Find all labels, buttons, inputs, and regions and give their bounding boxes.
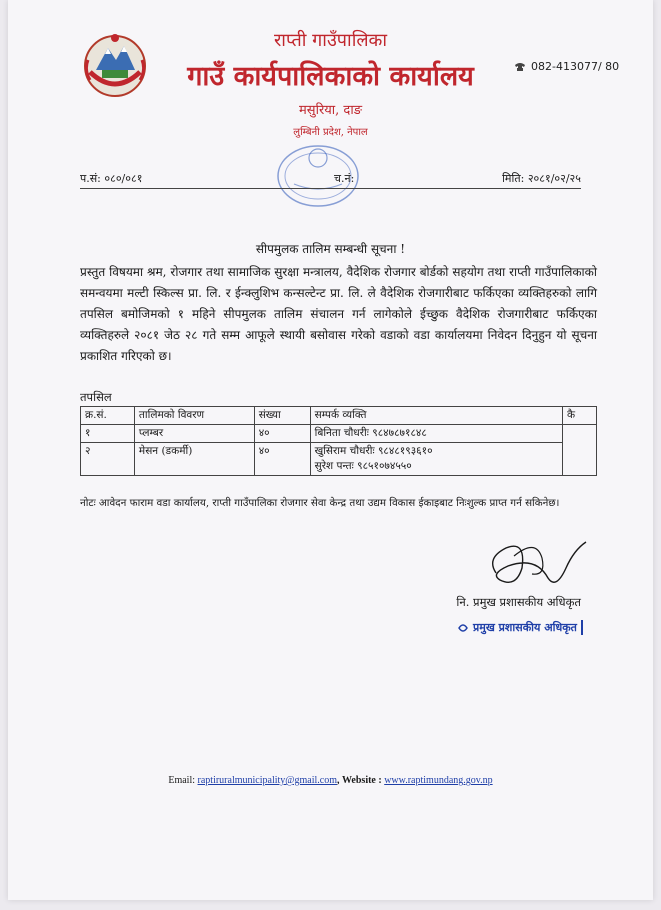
cell-training: मेसन (डकर्मी) [134, 443, 254, 476]
cell-count: ४० [254, 425, 310, 443]
cell-contact: बिनिता चौधरीः ९८४७८७१८४८ [310, 425, 562, 443]
header-divider [80, 188, 581, 189]
cell-sn: २ [81, 443, 135, 476]
table-header-row [81, 407, 597, 425]
cell-sn: १ [81, 425, 135, 443]
notice-title: सीपमुलक तालिम सम्बन्धी सूचना ! [255, 242, 406, 256]
table-row [81, 443, 597, 476]
phone-text: 082-413077/ 80 [531, 60, 620, 73]
notice-body: प्रस्तुत विषयमा श्रम, रोजगार तथा सामाजिक सुरक्षा मन्त्रालय, वैदेशिक रोजगार बोर्डको सहयोग तथा राप्ती गाउँपालिकाको समन्वयमा मल्टी स्किल्स प्रा. लि. र ईन्क्लुशिभ कन्सल्टेन्ट प्रा. लि. ले वैदेशिक रोजगारीबाट फर्किएका व्यक्तिहरुको लागि तपसिल बमोजिमको १ महिने सीपमुलक तालिम संचालन गर्न लागेकोले ईच्छुक वैदेशिक रोजगारीबाट फर्किएका व्यक्तिहरुले २०८१ जेठ २८ गते सम्म आफूले स्थायी बसोवास गरेको वडाको वडा कार्यालयमा निवेदन दिनुहुन यो सूचना प्रकाशित गरिएको छ। [80, 265, 597, 363]
website-label: Website : [341, 775, 382, 786]
seal-mark-icon [457, 622, 469, 634]
footer-contact [8, 775, 653, 786]
signatory-title: नि. प्रमुख प्रशासकीय अधिकृत [456, 595, 581, 609]
header-training: तालिमको विवरण [134, 407, 254, 425]
contact-line-2: सुरेश पन्तः ९८५१०७४५५० [314, 460, 412, 472]
cell-count: ४० [254, 443, 310, 476]
email-link[interactable]: raptiruralmunicipality@gmail.com [197, 775, 337, 786]
footer-separator: , [336, 775, 340, 786]
cell-remarks [563, 425, 597, 476]
office-name: गाउँ कार्यपालिकाको कार्यालय [187, 61, 474, 92]
application-note: नोटः आवेदन फाराम वडा कार्यालय, राप्ती गाउँपालिका रोजगार सेवा केन्द्र तथा उद्यम विकास ईकाइबाट निःशुल्क प्राप्त गर्न सकिनेछ। [80, 497, 560, 509]
official-seal [457, 620, 583, 635]
header-sn: क्र.सं. [81, 407, 135, 425]
phone-icon [514, 62, 526, 72]
email-label: Email: [168, 775, 196, 786]
municipality-name: राप्ती गाउँपालिका [273, 30, 388, 51]
contact-line-1: खुसिराम चौधरीः ९८४८१९३६१० [314, 445, 433, 457]
letter-date: मिति: २०८१/०२/२५ [502, 172, 581, 185]
header-remarks: कै [563, 407, 597, 425]
office-stamp [266, 140, 371, 212]
phone-number [514, 60, 619, 73]
training-table [80, 406, 597, 476]
header-count: संख्या [254, 407, 310, 425]
cell-contact [310, 443, 562, 476]
cell-training: प्लम्बर [134, 425, 254, 443]
dispatch-number: च.नं: [334, 172, 355, 185]
website-link[interactable]: www.raptimundang.gov.np [384, 775, 493, 786]
table-label: तपसिल [80, 390, 112, 404]
office-address: मसुरिया, दाङ [299, 103, 362, 118]
province-name: लुम्बिनी प्रदेश, नेपाल [293, 127, 368, 138]
letter-page [8, 0, 653, 900]
seal-text: प्रमुख प्रशासकीय अधिकृत [473, 621, 577, 634]
table-row [81, 425, 597, 443]
reference-number: प.सं: ०८०/०८१ [80, 172, 143, 185]
header-contact: सम्पर्क व्यक्ति [310, 407, 562, 425]
